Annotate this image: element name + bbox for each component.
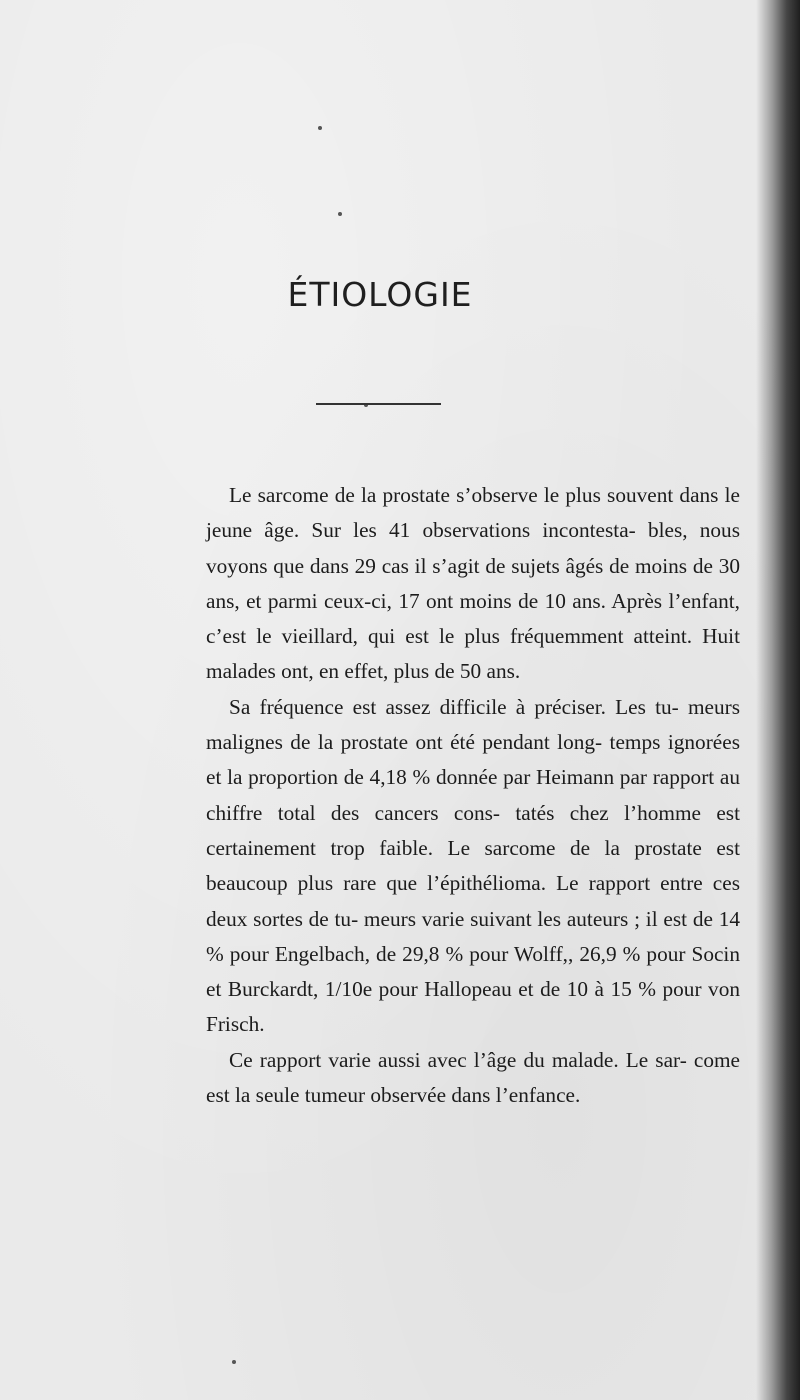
title-rule (316, 403, 441, 405)
paragraph: Le sarcome de la prostate s’observe le plus souvent dans le jeune âge. Sur les 41 observations incontesta- bles, nous voyons que dans 29 cas il s’agit de sujets âgés de moins de 30 ans, et parmi ceux-ci, 17 ont moins de 10 ans. Après l’enfant, c’est le vieillard, qui est le plus fréquemment atteint. Huit malades ont, en effet, plus de 50 ans. (206, 483, 740, 684)
chapter-title: ÉTIOLOGIE (287, 275, 473, 314)
binding-edge-shadow (756, 0, 800, 1400)
paper-speck (318, 126, 322, 130)
paragraph: Sa fréquence est assez difficile à préciser. Les tu- meurs malignes de la prostate ont été pendant long- temps ignorées et la proportion de 4,18 % donnée par Heimann par rapport au chiffre total des cancers cons- tatés chez l’homme est certainement trop faible. Le sarcome de la prostate est beaucoup plus rare que l’épithélioma. Le rapport entre ces deux sortes de tu- meurs varie suivant les auteurs ; il est de 14 % pour Engelbach, de 29,8 % pour Wolff,, 26,9 % pour Socin et Burckardt, 1/10e pour Hallopeau et de 10 à 15 % pour von Frisch. (206, 694, 740, 1037)
paragraph: Ce rapport varie aussi avec l’âge du malade. Le sar- come est la seule tumeur observée dans l’enfance. (206, 1047, 740, 1108)
body-text (206, 478, 740, 1113)
paper-speck (338, 212, 342, 216)
paper-speck (232, 1360, 236, 1364)
